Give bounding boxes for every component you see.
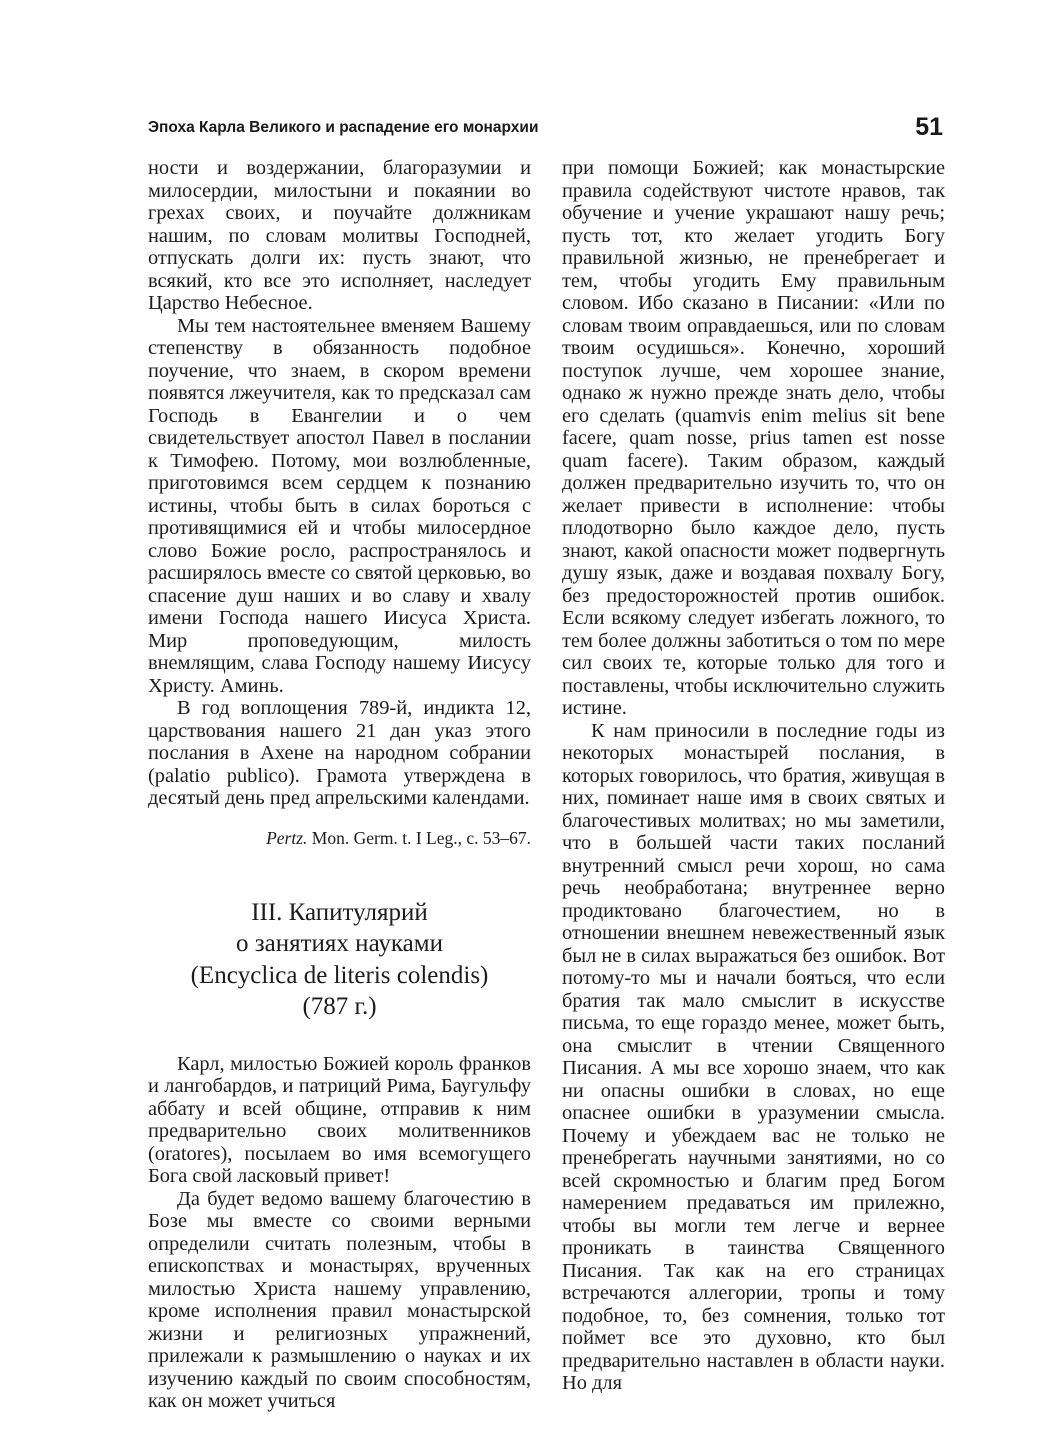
paragraph: Мы тем настоятельнее вменяем Вашему степенству в обязанность подобное поучение, что знаем, в скором времени появятся лжеучителя, как то предсказал сам Господь в Евангелии и о чем свидетельствует апостол Павел в послании к Тимофею. Потому, мои возлюбленные, приготовимся всем сердцем к познанию истины, чтобы быть в силах бороться с противящимися ей и чтобы милосердное слово Божие росло, распространялось и расширялось вместе со святой церковью, во спасение душ наших и во славу и хвалу имени Господа нашего Иисуса Христа. Мир проповедующим, милость внемлящим, слава Господу нашему Иисусу Христу. Аминь. xyxy=(148,314,531,697)
paragraph: Да будет ведомо вашему благочестию в Бозе мы вместе со своими верными определили считать полезным, чтобы в епископствах и монастырях, врученных милостью Христа нашему управлению, кроме исполнения правил монастырской жизни и религиозных упражнений, прилежали к размышлению о науках и их изучению каждый по своим способностям, как он может учиться xyxy=(148,1187,531,1412)
paragraph: при помощи Божией; как монастырские правила содействуют чистоте нравов, так обучение и учение украшают нашу речь; пусть тот, кто желает угодить Богу правильной жизнью, не пренебрегает и тем, чтобы угодить Ему правильным словом. Ибо сказано в Писании: «Или по словам твоим оправдаешься, или по словам твоим осудишься». Конечно, хороший поступок лучше, чем хорошее знание, однако ж нужно прежде знать дело, чтобы его сделать (quamvis enim melius sit bene facere, quam nosse, prius tamen est nosse quam facere). Таким образом, каждый должен предварительно изучить то, что он желает привести в исполнение: чтобы плодотворно было каждое дело, пусть знают, какой опасности может подвергнуть душу язык, даже и воздавая похвалу Богу, без предосторожностей против ошибок. Если всякому следует избегать ложного, то тем более должны заботиться о том по мере сил своих те, которые только для того и поставлены, чтобы исключительно служить истине. xyxy=(562,157,945,719)
running-head xyxy=(148,113,943,149)
heading-line: о занятиях науками xyxy=(236,930,443,957)
paragraph: К нам приносили в последние годы из некоторых монастырей послания, в которых говорилось, что братия, живущая в них, поминает наше имя в своих святых и благочестивых молитвах; но мы заметили, что в большей части таких посланий внутренний смысл речи хорош, но сама речь необработана; внутреннее верно продиктовано благочестием, но в отношении внешнем невежественный язык был не в силах выражаться без ошибок. Вот потому-то мы и начали бояться, что если братия так мало смыслит в искусстве письма, то еще гораздо менее, может быть, она смыслит в чтении Священного Писания. А мы все хорошо знаем, что как ни опасны ошибки в словах, но еще опаснее ошибки в уразумении смысла. Почему и убеждаем вас не только не пренебрегать научными занятиями, но со всей скромностью и благим пред Богом намерением предаваться им прилежно, чтобы вы могли тем легче и вернее проникать в таинства Священного Писания. Так как на его страницах встречаются аллегории, тропы и тому подобное, то, без сомнения, только тот поймет все это духовно, кто был предварительно наставлен в области науки. Но для xyxy=(562,719,946,1394)
left-column xyxy=(148,157,531,1413)
paragraph: В год воплощения 789-й, индикта 12, царствования нашего 21 дан указ этого послания в Ахене на народном собрании (palatio publico). Грамота утверждена в десятый день пред апрельскими календами. xyxy=(148,697,531,809)
section-heading xyxy=(148,897,531,1023)
heading-line: (Encyclica de literis colendis) xyxy=(190,961,489,989)
heading-line: (787 г.) xyxy=(302,993,377,1020)
source-citation xyxy=(148,827,531,849)
paragraph: ности и воздержании, благоразумии и милосердии, милостыни и покаянии во грехах своих, и поучайте должникам нашим, по словам молитвы Господней, отпускать долги их: пусть знают, что всякий, кто все это исполняет, наследует Царство Небесное. xyxy=(148,157,531,314)
right-column xyxy=(562,157,945,1395)
paragraph: Карл, милостью Божией король франков и лангобардов, и патриций Рима, Баугульфу аббату и всей общине, отправив к ним предварительно своих молитвенников (oratores), посылаем во имя всемогущего Бога свой ласковый привет! xyxy=(148,1052,531,1187)
page-number: 51 xyxy=(915,113,943,141)
source-author: Pertz. xyxy=(266,827,308,848)
heading-line: III. Капитулярий xyxy=(251,898,428,926)
running-title: Эпоха Карла Великого и распадение его монархии xyxy=(148,119,539,136)
source-reference: Mon. Germ. t. I Leg., c. 53–67. xyxy=(311,827,531,848)
